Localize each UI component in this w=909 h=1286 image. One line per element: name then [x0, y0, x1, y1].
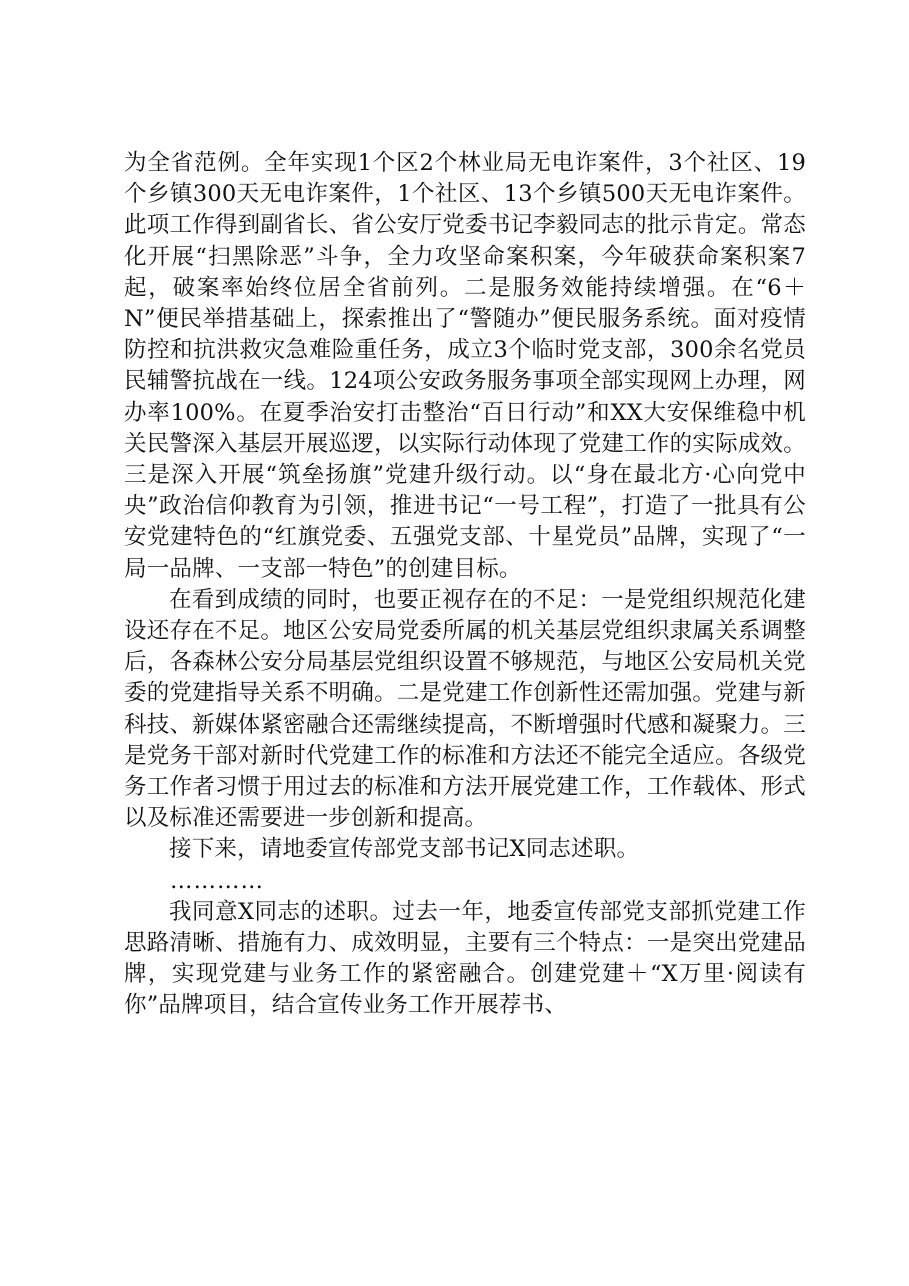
- paragraph-comment: 我同意X同志的述职。过去一年，地委宣传部党支部抓党建工作思路清晰、措施有力、成效明显，主要有三个特点：一是突出党建品牌，实现党建与业务工作的紧密融合。创建党建＋“X万里·阅读有你”品牌项目，结合宣传业务工作开展荐书、: [124, 898, 806, 1019]
- paragraph-shortcomings: 在看到成绩的同时，也要正视存在的不足：一是党组织规范化建设还存在不足。地区公安局党委所属的机关基层党组织隶属关系调整后，各森林公安分局基层党组织设置不够规范，与地区公安局机关党委的党建指导关系不明确。二是党建工作创新性还需加强。党建与新科技、新媒体紧密融合还需继续提高，不断增强时代感和凝聚力。三是党务干部对新时代党建工作的标准和方法还不能完全适应。各级党务工作者习惯于用过去的标准和方法开展党建工作，工作载体、形式以及标准还需要进一步创新和提高。: [124, 586, 806, 832]
- paragraph-next-speaker: 接下来，请地委宣传部党支部书记X同志述职。: [169, 836, 640, 863]
- paragraph-achievements: 为全省范例。全年实现1个区2个林业局无电诈案件，3个社区、19个乡镇300天无电诈案件，1个社区、13个乡镇500天无电诈案件。此项工作得到副省长、省公安厅党委书记李毅同志的批示肯定。常态化开展“扫黑除恶”斗争，全力攻坚命案积案，今年破获命案积案7起，破案率始终位居全省前列。二是服务效能持续增强。在“6＋N”便民举措基础上，探索推出了“警随办”便民服务系统。面对疫情防控和抗洪救灾急难险重任务，成立3个临时党支部，300余名党员民辅警抗战在一线。124项公安政务服务事项全部实现网上办理，网办率100%。在夏季治安打击整治“百日行动”和XX大安保维稳中机关民警深入基层开展巡逻，以实际行动体现了党建工作的实际成效。三是深入开展“筑垒扬旗”党建升级行动。以“身在最北方·心向党中央”政治信仰教育为引领，推进书记“一号工程”，打造了一批具有公安党建特色的“红旗党委、五强党支部、十星党员”品牌，实现了“一局一品牌、一支部一特色”的创建目标。: [124, 150, 806, 582]
- document-page: [124, 148, 806, 1022]
- paragraph-ellipsis: …………: [170, 867, 264, 894]
